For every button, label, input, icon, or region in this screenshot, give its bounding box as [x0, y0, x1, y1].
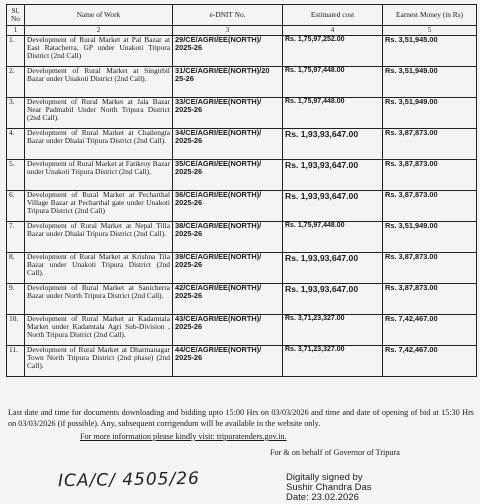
handwritten-reference-number: ICA/C/ 4505/26 [57, 468, 201, 492]
table-row [7, 346, 477, 377]
row-sl-no: 4. [7, 129, 25, 160]
row-sl-no: 3. [7, 98, 25, 129]
row-name-of-work: Development of Rural Market at Nepal Tilla Bazar under Dhalai Tripura District (2nd Call). [25, 222, 173, 253]
row-estimated-cost: Rs. 3,71,23,327.00 [283, 315, 383, 346]
column-number: 4 [283, 26, 383, 36]
row-sl-no: 10. [7, 315, 25, 346]
signature-date: Date: 23.02.2026 [286, 492, 359, 503]
header-sl-no: Sl. No [7, 5, 25, 26]
row-sl-no: 8. [7, 253, 25, 284]
table-row [7, 315, 477, 346]
signature-name: Sushir Chandra Das [286, 482, 372, 493]
row-estimated-cost: Rs. 1,93,93,647.00 [283, 191, 383, 222]
row-e-dnit-no: 44/CE/AGRI/EE(NORTH)/ 2025-26 [173, 346, 283, 377]
row-earnest-money: Rs. 3,87,873.00 [383, 129, 477, 160]
table-row [7, 222, 477, 253]
row-e-dnit-no: 34/CE/AGRI/EE(NORTH)/ 2025-26 [173, 129, 283, 160]
row-earnest-money: Rs. 3,51,949.00 [383, 67, 477, 98]
on-behalf-line: For & on behalf of Governor of Tripura [270, 448, 400, 457]
row-sl-no: 6. [7, 191, 25, 222]
row-earnest-money: Rs. 3,87,873.00 [383, 284, 477, 315]
table-row [7, 36, 477, 67]
row-name-of-work: Development of Rural Market at Singirbil Bazar under Unakoti District (2nd Call). [25, 67, 173, 98]
row-name-of-work: Development of Rural Market at Sanicherra Bazar under North Tripura District (2nd Call). [25, 284, 173, 315]
row-earnest-money: Rs. 7,42,467.00 [383, 346, 477, 377]
column-number: 5 [383, 26, 477, 36]
row-e-dnit-no: 31/CE/AGRI/EE(NORTH)/20 25-26 [173, 67, 283, 98]
row-earnest-money: Rs. 3,51,945.00 [383, 36, 477, 67]
row-estimated-cost: Rs. 1,93,93,647.00 [283, 284, 383, 315]
signature-line: Digitally signed by [286, 472, 363, 483]
row-e-dnit-no: 33/CE/AGRI/EE(NORTH)/ 2025-26 [173, 98, 283, 129]
row-name-of-work: Development of Rural Market at Pecharthal Village Bazar at Pecharthal gate under Unakoti Tripura District (2nd Call) [25, 191, 173, 222]
row-sl-no: 7. [7, 222, 25, 253]
row-name-of-work: Development of Rural Market at Kadamtala Market under Kadamtala Agri Sub-Division , North Tripura District (2nd Call). [25, 315, 173, 346]
header-e-dnit-no: e-DNIT No. [173, 5, 283, 26]
row-estimated-cost: Rs. 1,75,97,448.00 [283, 222, 383, 253]
column-number-row [7, 26, 477, 36]
row-e-dnit-no: 39/CE/AGRI/EE(NORTH)/ 2025-26 [173, 253, 283, 284]
table-row [7, 129, 477, 160]
table-row [7, 253, 477, 284]
row-earnest-money: Rs. 3,87,873.00 [383, 160, 477, 191]
row-e-dnit-no: 38/CE/AGRI/EE(NORTH)/ 2025-26 [173, 222, 283, 253]
more-info-link-text[interactable]: For more information please kindly visit: tripuratenders.gov.in. [80, 432, 287, 441]
header-earnest-money: Earnest Money (in Rs) [383, 5, 477, 26]
row-earnest-money: Rs. 3,87,873.00 [383, 191, 477, 222]
row-estimated-cost: Rs. 1,75,97,448.00 [283, 98, 383, 129]
table-row [7, 98, 477, 129]
header-name-of-work: Name of Work [25, 5, 173, 26]
row-name-of-work: Development of Rural Market at Fatikroy Bazar under Unakoti Tripura District (2nd Call). [25, 160, 173, 191]
row-name-of-work: Development of Rural Market at Dharmanagar Town North Tripura District (2nd phase) (2nd Call). [25, 346, 173, 377]
row-estimated-cost: Rs. 1,93,93,647.00 [283, 253, 383, 284]
row-sl-no: 2. [7, 67, 25, 98]
row-e-dnit-no: 43/CE/AGRI/EE(NORTH)/ 2025-26 [173, 315, 283, 346]
column-number: 2 [25, 26, 173, 36]
tender-works-table [6, 4, 477, 377]
row-estimated-cost: Rs. 1,75,97,252.00 [283, 36, 383, 67]
row-earnest-money: Rs. 7,42,467.00 [383, 315, 477, 346]
row-estimated-cost: Rs. 1,75,97,448.00 [283, 67, 383, 98]
row-name-of-work: Development of Rural Market at Krishna Tila Bazar under Unakoti Tripura District (2nd Call). [25, 253, 173, 284]
row-name-of-work: Development of Rural Market at Pal Bazar at East Ratacherra, GP under Unakoti Tripura District (2nd Call) [25, 36, 173, 67]
column-number: 1 [7, 26, 25, 36]
table-row [7, 191, 477, 222]
row-sl-no: 5. [7, 160, 25, 191]
row-name-of-work: Development of Rural Market at Jala Bazar Near Padmabil Under North Tripura District (2nd Call). [25, 98, 173, 129]
table-row [7, 67, 477, 98]
bid-deadline-paragraph: Last date and time for documents downloading and bidding upto 15:00 Hrs on 03/03/2026 and time and date of opening of bid at 15:30 Hrs on 03/03/2026 (if possible). Any, subsequent corrigendum will be available in the website only. [8, 408, 474, 428]
row-sl-no: 9. [7, 284, 25, 315]
table-header-row [7, 5, 477, 26]
table-row [7, 160, 477, 191]
row-estimated-cost: Rs. 1,93,93,647.00 [283, 160, 383, 191]
row-estimated-cost: Rs. 1,93,93,647.00 [283, 129, 383, 160]
header-estimated-cost: Estimated cost [283, 5, 383, 26]
row-e-dnit-no: 35/CE/AGRI/EE(NORTH)/ 2025-26 [173, 160, 283, 191]
row-e-dnit-no: 29/CE/AGRI/EE(NORTH)/ 2025-26 [173, 36, 283, 67]
row-sl-no: 11. [7, 346, 25, 377]
column-number: 3 [173, 26, 283, 36]
row-earnest-money: Rs. 3,51,949.00 [383, 222, 477, 253]
row-earnest-money: Rs. 3,87,873.00 [383, 253, 477, 284]
digital-signature-block [286, 473, 372, 503]
row-sl-no: 1. [7, 36, 25, 67]
row-name-of-work: Development of Rural Market at Chailengta Bazar under Dhalai Tripura District (2nd Call). [25, 129, 173, 160]
row-e-dnit-no: 36/CE/AGRI/EE(NORTH)/ 2025-26 [173, 191, 283, 222]
row-e-dnit-no: 42/CE/AGRI/EE(NORTH)/ 2025-26 [173, 284, 283, 315]
row-estimated-cost: Rs. 3,71,23,327.00 [283, 346, 383, 377]
table-row [7, 284, 477, 315]
row-earnest-money: Rs. 3,51,949.00 [383, 98, 477, 129]
